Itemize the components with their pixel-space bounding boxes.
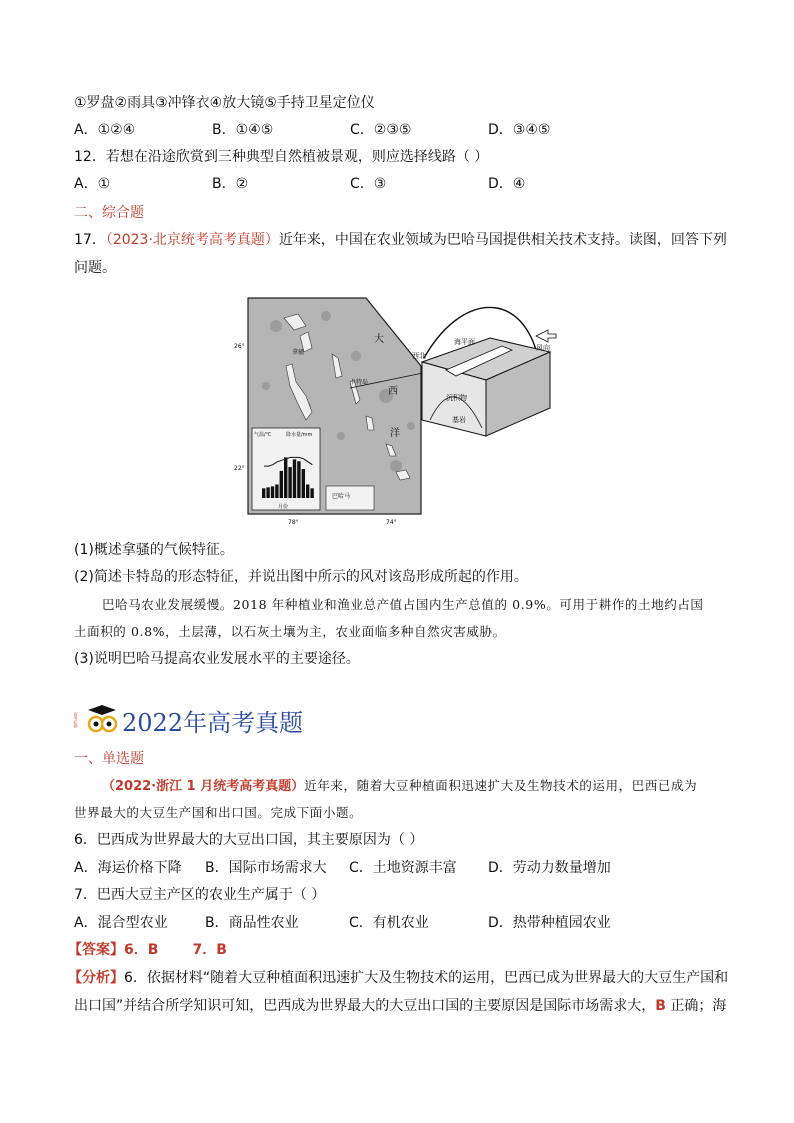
q11-option-a: A．①②④ — [74, 122, 136, 138]
q17-stem-text: 近年来，中国在农业领域为巴哈马国提供相关技术支持。读图，回答下列 — [278, 232, 727, 248]
climate-precip-bar — [293, 459, 296, 498]
q11-option-d: D．③④⑤ — [488, 122, 551, 138]
analysis-text-1: 6．依据材料“随着大豆种植面积迅速扩大及生物技术的运用，巴西已成为世界最大的大豆生产国和 — [124, 970, 729, 986]
analysis-label: 【分析】 — [68, 970, 124, 986]
logo-text: 高考必刷 — [73, 712, 79, 728]
analysis-text-2c: 正确；海 — [665, 998, 727, 1014]
q6-options — [74, 858, 634, 878]
map-lat-26: 26° — [234, 343, 245, 350]
map-label-da: 大 — [374, 334, 384, 345]
analysis-text-2a: 出口国”并结合所学知识可知，巴西成为世界最大的大豆出口国的主要原因是国际市场需求大， — [74, 998, 656, 1014]
climate-month-label: 月份 — [278, 504, 289, 510]
q11-items: ①罗盘②雨具③冲锋衣④放大镜⑤手持卫星定位仪 — [74, 95, 375, 111]
climate-precip-label: 降水量/mm — [286, 432, 313, 438]
climate-precip-bar — [288, 467, 291, 498]
q17-sub1: (1)概述拿骚的气候特征。 — [74, 542, 234, 558]
q7-option-c: C．有机农业 — [349, 915, 429, 931]
q17-material-line1: 巴哈马农业发展缓慢。2018 年种植业和渔业总产值占国内生产总值的 0.9%。可用于耕作的土地约占国 — [102, 597, 704, 612]
q12-option-c: C．③ — [350, 176, 387, 192]
climate-temp-label: 气温/℃ — [254, 432, 272, 438]
climate-precip-bar — [271, 486, 274, 498]
section-comprehensive: 二、综合题 — [74, 205, 144, 221]
q6-option-c: C．土地资源丰富 — [349, 860, 457, 876]
section-heading-2022 — [74, 700, 303, 740]
q11-option-b: B．①④⑤ — [212, 122, 274, 138]
climate-precip-bar — [262, 488, 265, 498]
analysis-answer-b: B — [655, 998, 666, 1014]
q17-sub2: (2)简述卡特岛的形态特征，并说出图中所示的风对该岛形成所起的作用。 — [74, 569, 528, 585]
q17-material-line2: 土面积的 0.8%，土层薄，以石灰土壤为主，农业面临多种自然灾害威胁。 — [74, 624, 506, 639]
q7-option-d: D．热带种植园农业 — [488, 915, 611, 931]
block-label-sediment: 沉积物 — [446, 394, 467, 402]
q7-stem: 7．巴西大豆主产区的农业生产属于（ ） — [74, 887, 326, 903]
block-label-northwest: 西北 — [412, 352, 426, 360]
q17-source: （2023·北京统考高考真题） — [105, 232, 279, 248]
legend-label-bahamas: 巴哈马 — [332, 493, 351, 500]
owl-logo-icon — [74, 702, 116, 738]
q17-number: 17． — [74, 232, 106, 248]
climate-precip-bar — [275, 484, 278, 498]
q6-option-b: B．国际市场需求大 — [205, 860, 327, 876]
q11-option-c: C．②③⑤ — [350, 122, 412, 138]
section-single-choice: 一、单选题 — [74, 751, 144, 767]
q6-7-intro-line1 — [102, 776, 697, 797]
q12-stem: 12．若想在沿途欣赏到三种典型自然植被景观，则应选择线路（ ） — [74, 149, 489, 165]
q17-stem-cont: 问题。 — [74, 260, 116, 276]
q7-option-a: A．混合型农业 — [74, 915, 168, 931]
map-label-nassau: 拿骚 — [292, 349, 305, 356]
q17-figure — [234, 296, 558, 526]
climate-precip-bar — [284, 457, 287, 498]
q6-7-intro-line2: 世界最大的大豆生产国和出口国。完成下面小题。 — [74, 805, 363, 820]
map-label-cat-island: 卡特岛 — [350, 379, 369, 386]
section-heading-title: 2022年高考真题 — [122, 708, 304, 737]
climate-precip-bar — [280, 471, 283, 498]
answer-text: 6．B 7．B — [124, 942, 227, 958]
analysis-line2 — [74, 996, 726, 1016]
q7-options — [74, 913, 634, 933]
q17-sub3: (3)说明巴哈马提高农业发展水平的主要途径。 — [74, 651, 360, 667]
climate-precip-bar — [310, 488, 313, 498]
q12-option-d: D．④ — [488, 176, 526, 192]
wind-direction-icon — [536, 330, 556, 342]
q6-stem: 6．巴西成为世界最大的大豆出口国，其主要原因为（ ） — [74, 832, 424, 848]
q6-option-a: A．海运价格下降 — [74, 860, 182, 876]
q11-options — [74, 120, 634, 140]
q12-options — [74, 174, 634, 194]
q6-option-d: D．劳动力数量增加 — [488, 860, 611, 876]
q12-option-b: B．② — [212, 176, 249, 192]
map-label-xi: 西 — [388, 386, 398, 397]
q17-stem — [74, 230, 727, 250]
analysis-line1 — [68, 968, 728, 988]
climate-precip-bar — [266, 487, 269, 498]
block-label-sea-level: 海平面 — [454, 338, 475, 346]
map-lat-22: 22° — [234, 465, 245, 472]
climate-precip-bar — [306, 484, 309, 498]
q6-7-source: （2022·浙江 1 月统考高考真题） — [102, 779, 305, 794]
map-lon-74: 74° — [386, 519, 397, 526]
block-label-bedrock: 基岩 — [452, 416, 466, 424]
answer-label: 【答案】 — [68, 942, 124, 958]
map-lon-78: 78° — [288, 519, 299, 526]
q7-option-b: B．商品性农业 — [205, 915, 299, 931]
q12-option-a: A．① — [74, 176, 111, 192]
block-label-wind: 风向 — [536, 344, 550, 352]
answer-line — [68, 940, 227, 960]
climate-precip-bar — [302, 469, 305, 498]
map-label-yang: 洋 — [390, 428, 400, 439]
climate-precip-bar — [297, 461, 300, 498]
q6-7-intro-text: 近年来，随着大豆种植面积迅速扩大及生物技术的运用，巴西已成为 — [304, 778, 698, 793]
